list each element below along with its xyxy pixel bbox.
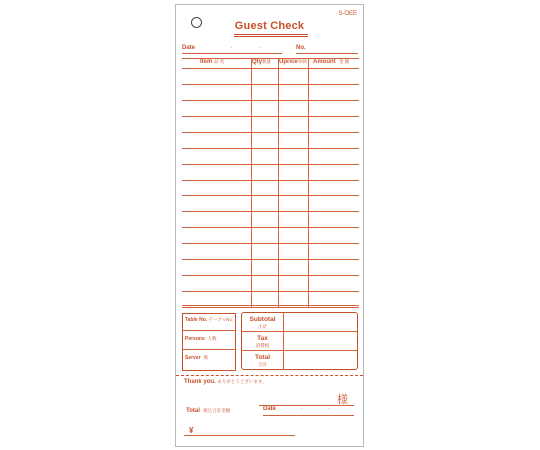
column-header-uprice: Uprice単価 bbox=[279, 59, 307, 65]
table-rule-line bbox=[182, 227, 359, 228]
table-column-line bbox=[251, 58, 252, 307]
table-rule-line bbox=[182, 195, 359, 196]
title-underline-2 bbox=[234, 36, 308, 37]
table-rule-line bbox=[182, 259, 359, 260]
date-label: Date bbox=[182, 45, 196, 51]
summary-box bbox=[241, 312, 358, 370]
server-label: Server 係 bbox=[185, 355, 208, 361]
date-separator: . bbox=[260, 44, 262, 50]
column-header-item: Item 品 名 bbox=[200, 59, 225, 65]
table-rule-line bbox=[182, 291, 359, 292]
table-column-line bbox=[278, 58, 279, 307]
subtotal-field[interactable] bbox=[285, 314, 355, 330]
table-number-label: Table No. テーブルNo. bbox=[185, 317, 234, 323]
date-separator: . bbox=[231, 44, 233, 50]
table-rule-line bbox=[182, 116, 359, 117]
total-label: Total 合計 bbox=[254, 354, 271, 367]
sama-honorific: 様 bbox=[337, 394, 348, 406]
footer-total-label: Total 税込合計金額 bbox=[186, 408, 231, 414]
date-field-line[interactable] bbox=[182, 53, 282, 54]
table-column-line bbox=[308, 58, 309, 307]
yen-symbol: ¥ bbox=[189, 426, 194, 435]
table-number-field[interactable] bbox=[183, 330, 235, 331]
footer-date-line[interactable] bbox=[263, 415, 354, 416]
form-code: S-OEE bbox=[338, 11, 357, 17]
yen-amount-line[interactable] bbox=[184, 435, 295, 436]
table-rule-line bbox=[182, 243, 359, 244]
subtotal-label: Subtotal 小計 bbox=[249, 316, 276, 329]
footer-date-separator: . bbox=[328, 405, 330, 411]
form-title: Guest Check bbox=[234, 20, 305, 32]
persons-field[interactable] bbox=[183, 349, 235, 350]
title-underline bbox=[234, 34, 308, 35]
table-info-box bbox=[182, 313, 236, 371]
total-field[interactable] bbox=[285, 352, 355, 368]
footer-date-label: Date bbox=[263, 406, 277, 412]
table-rule-line bbox=[182, 275, 359, 276]
table-rule-line bbox=[182, 148, 359, 149]
tax-label: Tax 消費税 bbox=[255, 335, 270, 348]
table-rule-line bbox=[182, 211, 359, 212]
perforation-line bbox=[176, 375, 363, 376]
thank-you-text: Thank you. ありがとうございます。 bbox=[184, 379, 267, 385]
guest-check-card bbox=[175, 4, 364, 447]
column-header-amount: Amount 金 額 bbox=[313, 59, 350, 65]
summary-row-line bbox=[242, 350, 357, 351]
table-rule-line bbox=[182, 180, 359, 181]
table-rule-line bbox=[182, 58, 359, 59]
footer-date-separator: . bbox=[301, 405, 303, 411]
tax-field[interactable] bbox=[285, 333, 355, 349]
number-label: No. bbox=[296, 45, 306, 51]
item-table bbox=[182, 58, 359, 307]
summary-divider bbox=[283, 313, 284, 369]
table-rule-line bbox=[182, 305, 359, 306]
persons-label: Persons 人数 bbox=[185, 336, 217, 342]
table-rule-line bbox=[182, 307, 359, 308]
table-rule-line bbox=[182, 164, 359, 165]
table-rule-line bbox=[182, 84, 359, 85]
table-rule-line bbox=[182, 100, 359, 101]
column-header-qty: Qty数量 bbox=[252, 59, 272, 65]
table-rule-line bbox=[182, 68, 359, 69]
number-field-line[interactable] bbox=[296, 53, 358, 54]
summary-row-line bbox=[242, 331, 357, 332]
table-rule-line bbox=[182, 132, 359, 133]
